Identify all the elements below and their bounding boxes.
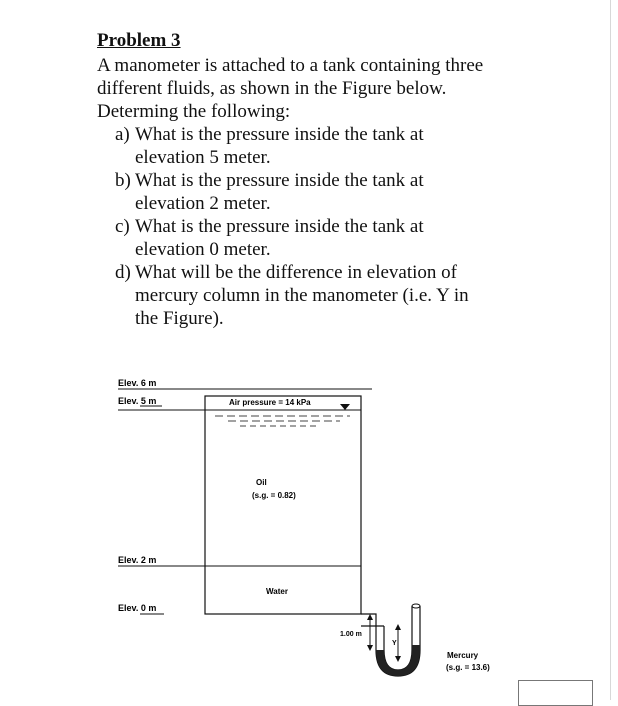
water-label: Water: [266, 587, 288, 596]
elev-label-6m: Elev. 6 m: [118, 378, 157, 388]
question-label: b): [115, 170, 131, 191]
question-label: a): [115, 124, 130, 145]
question-text: elevation 5 meter.: [135, 147, 271, 168]
question-text: the Figure).: [135, 308, 224, 329]
question-text: What is the pressure inside the tank at: [135, 124, 424, 145]
question-text: elevation 0 meter.: [135, 239, 271, 260]
mercury-sg-label: (s.g. = 13.6): [446, 663, 490, 672]
elev-label-2m: Elev. 2 m: [118, 555, 157, 565]
question-text: What is the pressure inside the tank at: [135, 216, 424, 237]
air-pressure-label: Air pressure = 14 kPa: [229, 398, 311, 407]
question-text: What will be the difference in elevation of: [135, 262, 457, 283]
free-surface-symbol: [340, 404, 350, 410]
problem-title: Problem 3: [97, 30, 181, 51]
tank: [205, 396, 361, 614]
intro-line: Determing the following:: [97, 101, 291, 122]
answer-box[interactable]: [518, 680, 593, 706]
oil-label: Oil: [256, 478, 267, 487]
question-text: mercury column in the manometer (i.e. Y in: [135, 285, 469, 306]
intro-line: different fluids, as shown in the Figure below.: [97, 78, 447, 99]
oil-sg-label: (s.g. = 0.82): [252, 491, 296, 500]
y-arrow-icon: [395, 656, 401, 662]
dim-arrow-icon: [367, 614, 373, 620]
y-arrow-icon: [395, 624, 401, 630]
intro-line: A manometer is attached to a tank containing three: [97, 55, 484, 76]
question-text: elevation 2 meter.: [135, 193, 271, 214]
tube-open-end: [412, 604, 420, 608]
y-label: Y: [392, 640, 397, 647]
dim-arrow-icon: [367, 645, 373, 651]
dim-label: 1.00 m: [340, 631, 362, 638]
question-label: d): [115, 262, 131, 283]
mercury-label: Mercury: [447, 651, 479, 660]
question-label: c): [115, 216, 130, 237]
elev-label-5m: Elev. 5 m: [118, 396, 157, 406]
question-text: What is the pressure inside the tank at: [135, 170, 424, 191]
elev-label-0m: Elev. 0 m: [118, 603, 157, 613]
